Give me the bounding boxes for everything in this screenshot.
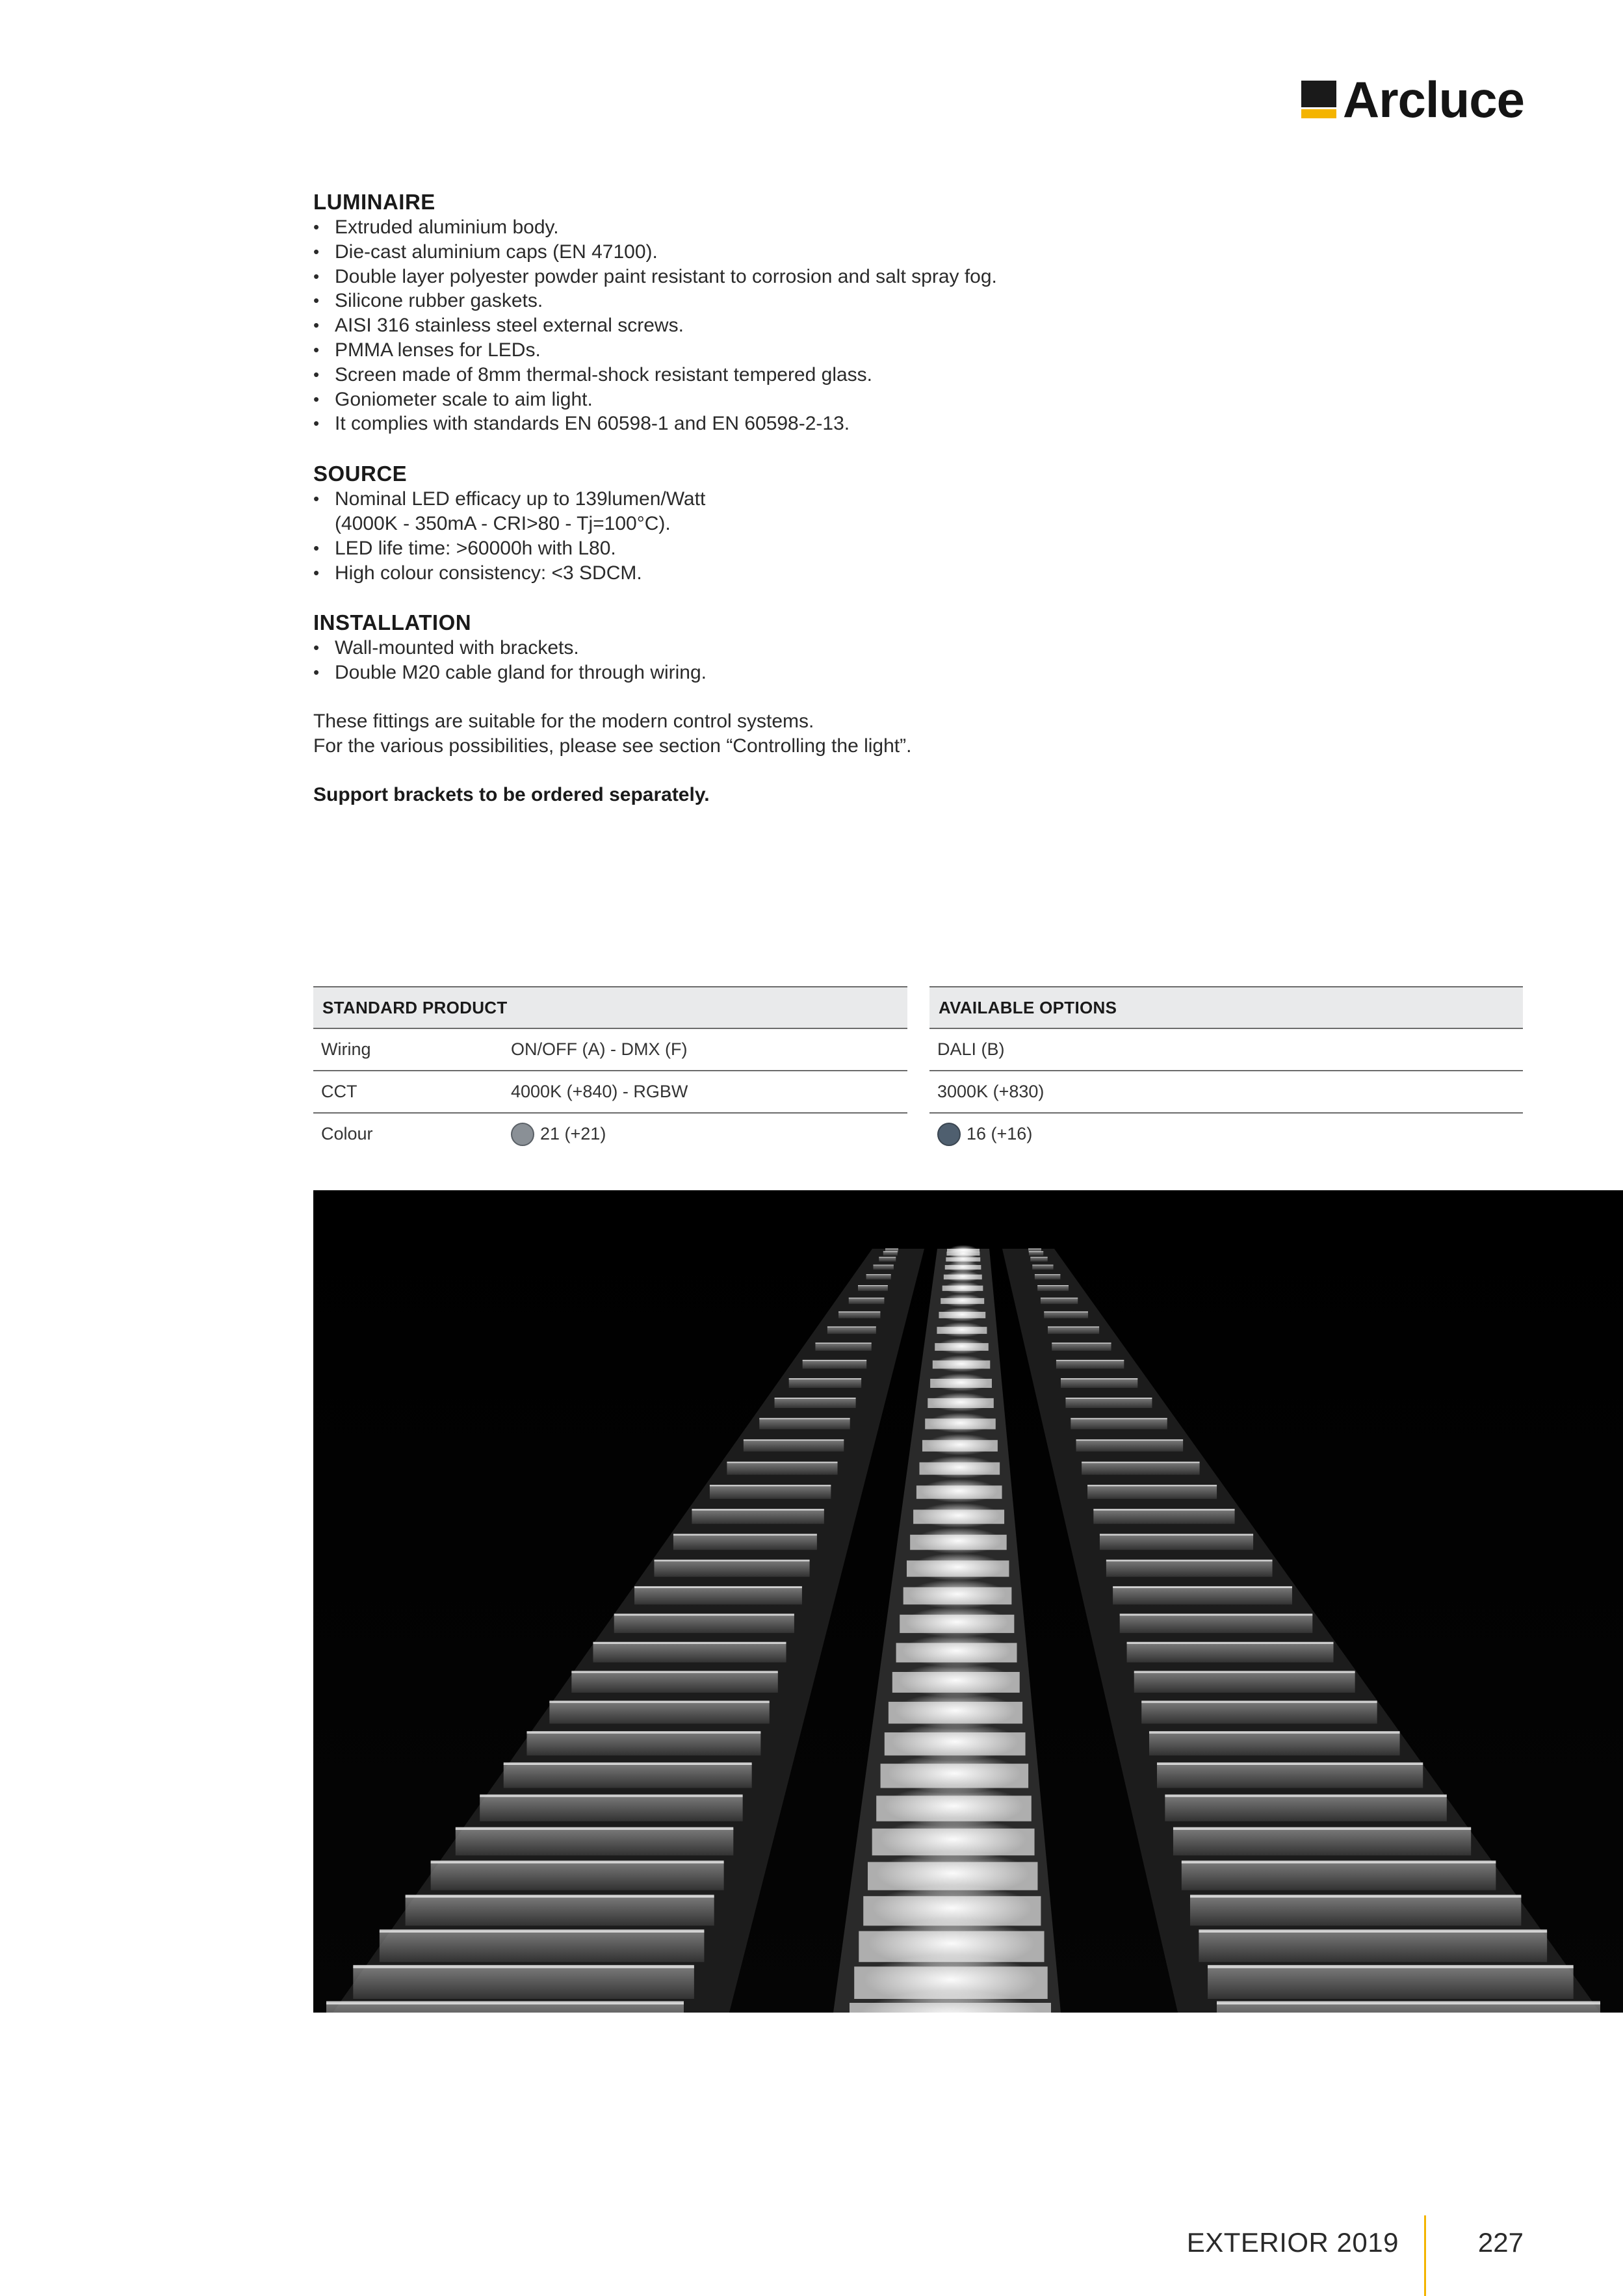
wiring-label: Wiring: [321, 1039, 371, 1059]
spec-text: [313, 189, 1379, 807]
list-item: • Wall-mounted with brackets.: [313, 636, 1379, 660]
list-item: • It complies with standards EN 60598-1 and EN 60598-2-13.: [313, 411, 1379, 436]
floor-slab: [1087, 1485, 1217, 1498]
standard-product-table: [313, 986, 907, 1155]
floor-slab: [1041, 1298, 1078, 1304]
footer-divider: [1424, 2215, 1426, 2296]
floor-slab: [526, 1732, 760, 1756]
floor-slab: [593, 1643, 786, 1662]
source-list: [313, 487, 1379, 585]
list-item: • Goniometer scale to aim light.: [313, 387, 1379, 412]
floor-slab: [1190, 1896, 1521, 1925]
available-options-table: [929, 986, 1523, 1155]
footer-section-title: EXTERIOR 2019: [1186, 2227, 1399, 2258]
floor-slab: [744, 1440, 844, 1452]
list-item-line: (4000K - 350mA - CRI>80 - Tj=100°C).: [335, 512, 671, 534]
floor-slab: [1127, 1643, 1334, 1662]
floor-slab: [710, 1485, 831, 1498]
floor-slab: [1035, 1275, 1060, 1280]
floor-slab: [1065, 1398, 1152, 1408]
table-row: [929, 1114, 1523, 1155]
floor-slab: [1029, 1251, 1043, 1255]
floor-slab: [431, 1862, 724, 1890]
colour-swatch-icon: [937, 1123, 961, 1146]
floor-slab: [879, 1257, 896, 1262]
list-item: [313, 487, 1379, 536]
floor-slab: [1106, 1561, 1273, 1577]
table-header: AVAILABLE OPTIONS: [929, 986, 1523, 1029]
light-glow: [937, 1338, 985, 1354]
floor-slab: [549, 1702, 769, 1724]
light-glow: [929, 1413, 993, 1433]
luminaire-title: LUMINAIRE: [313, 190, 435, 214]
floor-slab: [634, 1587, 802, 1605]
floor-slab: [654, 1561, 809, 1577]
light-glow: [912, 1553, 1004, 1581]
colour-value: 21 (+21): [540, 1124, 606, 1143]
brand-mark-icon: [1301, 81, 1336, 118]
building-facade-photo: [313, 1190, 1623, 2013]
list-item: • Screen made of 8mm thermal-shock resistant tempered glass.: [313, 363, 1379, 387]
cct-value: 4000K (+840) - RGBW: [511, 1082, 688, 1101]
floor-slab: [1113, 1587, 1292, 1605]
floor-slab: [789, 1379, 861, 1388]
floor-slab: [456, 1829, 733, 1855]
light-glow: [935, 1355, 987, 1372]
list-item: • LED life time: >60000h with L80.: [313, 536, 1379, 561]
cct-label: CCT: [321, 1082, 357, 1101]
floor-slab: [504, 1764, 752, 1788]
floor-slab: [883, 1251, 898, 1255]
list-item: • AISI 316 stainless steel external screws.: [313, 313, 1379, 338]
floor-slab: [827, 1327, 876, 1334]
floor-slab: [406, 1896, 714, 1925]
floor-slab: [727, 1463, 837, 1475]
list-item: • PMMA lenses for LEDs.: [313, 338, 1379, 363]
floor-slab: [1044, 1312, 1088, 1318]
brand-logo: [1301, 71, 1524, 128]
floor-slab: [858, 1286, 888, 1291]
floor-slab: [759, 1418, 850, 1429]
floor-slab: [873, 1265, 893, 1270]
floor-slab: [1030, 1257, 1047, 1262]
floor-slab: [1100, 1535, 1253, 1550]
floor-slab: [838, 1312, 880, 1318]
light-glow: [946, 1270, 980, 1283]
light-glow: [941, 1307, 983, 1322]
floor-slab: [1165, 1795, 1446, 1821]
floor-slab: [849, 1298, 885, 1304]
light-glow: [926, 1434, 994, 1455]
floor-slab: [775, 1398, 856, 1408]
floor-slab: [1120, 1615, 1313, 1633]
cct-option: 3000K (+830): [937, 1082, 1045, 1101]
light-glow: [909, 1580, 1006, 1609]
list-item: • Extruded aluminium body.: [313, 215, 1379, 240]
brackets-note: Support brackets to be ordered separately.: [313, 783, 710, 805]
floor-slab: [1061, 1379, 1137, 1388]
list-item: • Double M20 cable gland for through wiring.: [313, 660, 1379, 685]
list-item-line: • Nominal LED efficacy up to 139lumen/Watt: [335, 488, 706, 510]
control-reference: For the various possibilities, please see section “Controlling the light”.: [313, 735, 912, 757]
wiring-option: DALI (B): [937, 1039, 1005, 1059]
floor-slab: [1199, 1931, 1547, 1963]
floor-slab: [866, 1275, 891, 1280]
list-item: • Double layer polyester powder paint resistant to corrosion and salt spray fog.: [313, 265, 1379, 289]
page-number: 227: [1477, 2227, 1524, 2258]
colour-value-cell: [511, 1123, 606, 1146]
table-row: [929, 1071, 1523, 1114]
light-glow: [943, 1294, 982, 1307]
light-glow: [944, 1281, 981, 1294]
floor-slab: [1056, 1361, 1124, 1369]
floor-slab: [353, 1966, 694, 1999]
floor-slab: [1052, 1343, 1111, 1351]
light-glow: [902, 1634, 1011, 1667]
light-glow: [924, 1456, 996, 1479]
installation-title: INSTALLATION: [313, 610, 472, 635]
floor-slab: [1048, 1327, 1099, 1334]
floor-slab: [1071, 1418, 1167, 1429]
floor-slab: [1032, 1265, 1053, 1270]
light-glow: [918, 1503, 1000, 1528]
table-row: [313, 1029, 907, 1071]
colour-option: 16 (+16): [967, 1124, 1033, 1143]
floor-slab: [1157, 1764, 1423, 1788]
table-row: [313, 1071, 907, 1114]
floor-slab: [1037, 1286, 1069, 1291]
light-glow: [933, 1374, 989, 1392]
floor-slab: [1141, 1702, 1377, 1724]
colour-swatch-icon: [511, 1123, 534, 1146]
floor-slab: [1182, 1862, 1496, 1890]
list-item: • High colour consistency: <3 SDCM.: [313, 561, 1379, 586]
light-glow: [920, 1479, 997, 1503]
luminaire-list: [313, 215, 1379, 436]
floor-slab: [614, 1615, 794, 1633]
wiring-value: ON/OFF (A) - DMX (F): [511, 1039, 688, 1059]
floor-slab: [815, 1343, 871, 1351]
floor-slab: [1076, 1440, 1184, 1452]
floor-slab: [571, 1672, 777, 1693]
table-row: [313, 1114, 907, 1155]
light-glow: [915, 1528, 1002, 1554]
floor-slab: [1173, 1829, 1471, 1855]
brand-name: Arcluce: [1342, 71, 1524, 128]
floor-slab: [1093, 1509, 1234, 1524]
control-note: These fittings are suitable for the modern control systems.: [313, 710, 814, 732]
light-glow: [939, 1322, 984, 1337]
light-glow: [931, 1392, 990, 1411]
building-facade-image: [313, 1190, 1623, 2013]
floor-slab: [1149, 1732, 1400, 1756]
floor-slab: [803, 1361, 866, 1369]
floor-slab: [673, 1535, 817, 1550]
table-row: [929, 1029, 1523, 1071]
installation-list: [313, 636, 1379, 685]
source-title: SOURCE: [313, 462, 408, 486]
floor-slab: [692, 1509, 824, 1524]
list-item: • Silicone rubber gaskets.: [313, 289, 1379, 313]
light-glow: [905, 1606, 1009, 1637]
floor-slab: [380, 1931, 705, 1963]
floor-slab: [1208, 1966, 1574, 1999]
list-item: • Die-cast aluminium caps (EN 47100).: [313, 240, 1379, 265]
light-glow: [899, 1663, 1013, 1697]
floor-slab: [1134, 1672, 1355, 1693]
floor-slab: [1082, 1463, 1199, 1475]
colour-option-cell: [929, 1123, 1032, 1146]
table-header: STANDARD PRODUCT: [313, 986, 907, 1029]
floor-slab: [480, 1795, 742, 1821]
colour-label: Colour: [321, 1124, 373, 1143]
